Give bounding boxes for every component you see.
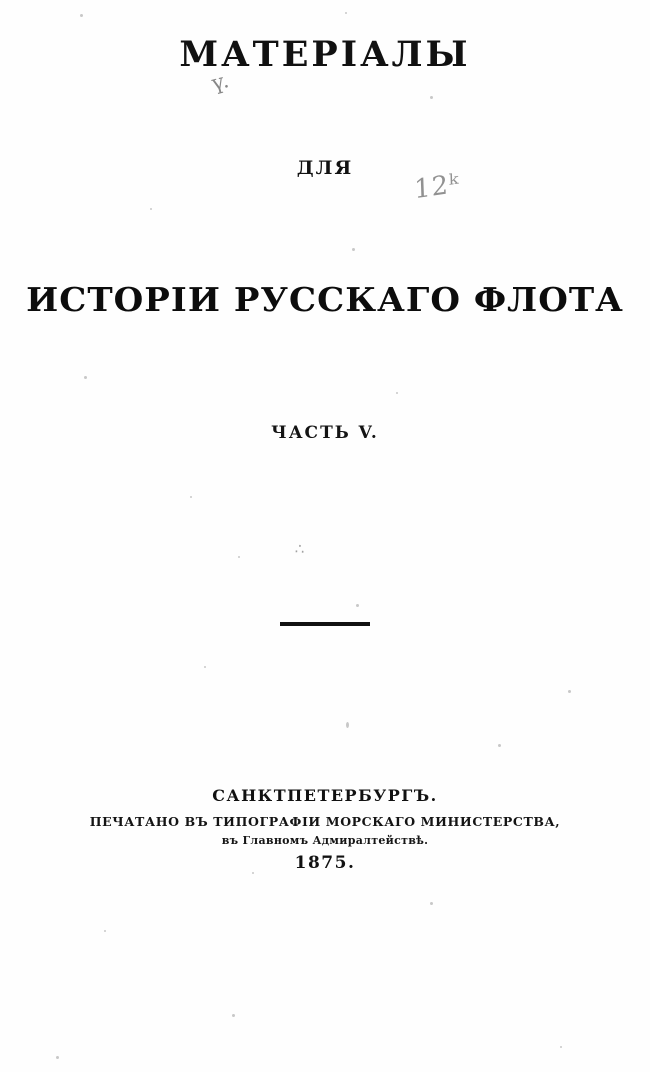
imprint-press-line-2: въ Главномъ Адмиралтействѣ. [221,834,429,847]
horizontal-rule [280,622,370,626]
scan-speck [430,96,433,99]
scan-speck [56,1056,59,1059]
page-title-connector: ДЛЯ [296,157,354,179]
scan-speck [352,248,355,251]
page-title-main: МАТЕРІАЛЫ [179,34,471,75]
imprint-year: 1875. [294,853,356,873]
page-volume-label: ЧАСТЬ V. [271,423,379,443]
imprint-press-line-1: ПЕЧАТАНО ВЪ ТИПОГРАФІИ МОРСКАГО МИНИСТЕРСТВА, [89,814,561,829]
scan-speck [190,496,192,498]
scan-speck [204,666,206,668]
handwritten-annotation-center: ∴ [294,539,306,559]
scan-speck [104,930,106,932]
scan-speck [346,722,349,728]
scan-speck [238,556,240,558]
handwritten-annotation-top: ү. [209,68,230,96]
handwritten-annotation-right: 12ᵏ [413,168,460,206]
scan-speck [568,690,571,693]
scan-speck [396,392,398,394]
page-title-subject: ИСТОРІИ РУССКАГО ФЛОТА [26,280,624,319]
scan-speck [150,208,152,210]
scan-speck [345,12,347,14]
scan-speck [232,1014,235,1017]
scan-speck [252,872,254,874]
scan-speck [84,376,87,379]
imprint-city: САНКТПЕТЕРБУРГЪ. [212,786,438,805]
imprint-block [0,786,650,873]
scan-speck [80,14,83,17]
scan-speck [560,1046,562,1048]
scan-speck [498,744,501,747]
scan-speck [430,902,433,905]
scan-speck [356,604,359,607]
